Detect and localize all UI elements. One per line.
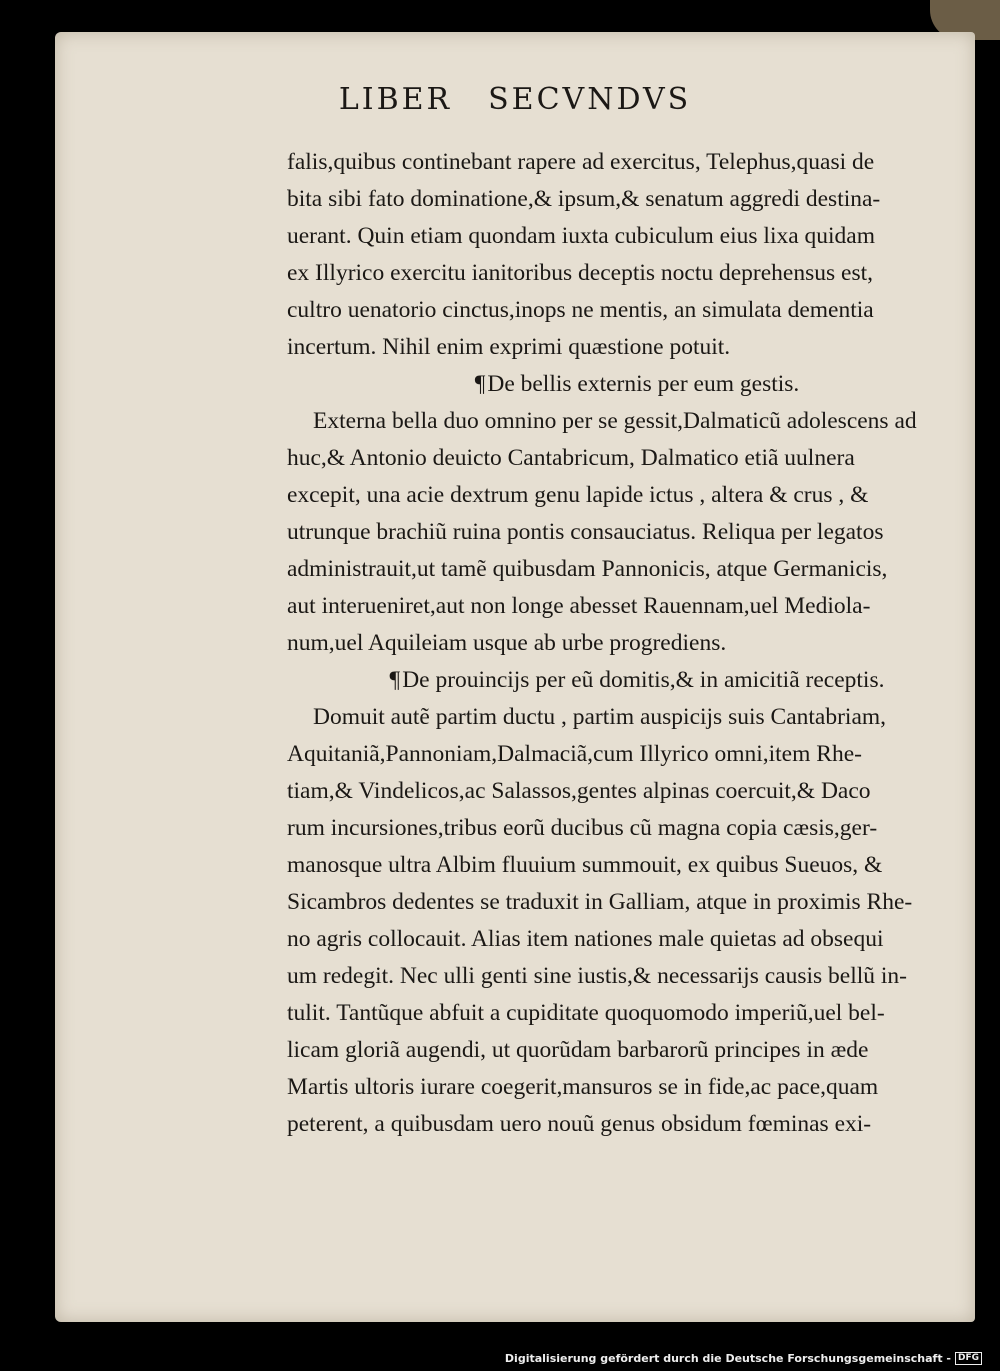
text-line: Aquitaniã,Pannoniam,Dalmaciã,cum Illyrico omni,item Rhe- [287, 741, 862, 767]
text-line: manosque ultra Albim fluuium summouit, ex quibus Sueuos, & [287, 852, 883, 878]
heading-text: De prouincijs per eũ domitis,& in amicitiã receptis. [402, 667, 885, 693]
text-line: falis,quibus continebant rapere ad exercitus, Telephus,quasi de [287, 149, 875, 175]
text-line: excepit, una acie dextrum genu lapide ictus , altera & crus , & [287, 482, 869, 508]
pilcrow-icon: ¶ [389, 667, 401, 693]
text-line: cultro uenatorio cinctus,inops ne mentis, an simulata dementia [287, 297, 874, 323]
text-line: Sicambros dedentes se traduxit in Galliam, atque in proximis Rhe- [287, 889, 913, 915]
pilcrow-icon: ¶ [474, 371, 486, 397]
text-line: no agris collocauit. Alias item nationes male quietas ad obsequi [287, 926, 884, 952]
text-line: rum incursiones,tribus eorũ ducibus cũ magna copia cæsis,ger- [287, 815, 878, 841]
text-line: administrauit,ut tamẽ quibusdam Pannonicis, atque Germanicis, [287, 556, 888, 582]
running-header [55, 82, 975, 117]
text-line: num,uel Aquileiam usque ab urbe progrediens. [287, 630, 727, 656]
text-line: um redegit. Nec ulli genti sine iustis,& necessarijs causis bellũ in- [287, 963, 908, 989]
text-line: ex Illyrico exercitu ianitoribus deceptis noctu deprehensus est, [287, 260, 874, 286]
text-line: huc,& Antonio deuicto Cantabricum, Dalmatico etiã uulnera [287, 445, 855, 471]
text-line: Martis ultoris iurare coegerit,mansuros se in fide,ac pace,quam [287, 1074, 879, 1100]
text-line: licam gloriã augendi, ut quorũdam barbarorũ principes in æde [287, 1037, 869, 1063]
section-heading [287, 366, 987, 403]
dfg-logo: DFG [955, 1352, 982, 1365]
digitization-credit [505, 1352, 982, 1365]
credit-text: Digitalisierung gefördert durch die Deutsche Forschungsgemeinschaft - [504, 1352, 951, 1365]
book-page [55, 32, 975, 1322]
body-text [287, 144, 987, 1143]
heading-text: De bellis externis per eum gestis. [487, 371, 800, 397]
header-word-secundus: SECVNDVS [488, 82, 692, 117]
text-line: utrunque brachiũ ruina pontis consauciatus. Reliqua per legatos [287, 519, 884, 545]
text-line: tiam,& Vindelicos,ac Salassos,gentes alpinas coercuit,& Daco [287, 778, 871, 804]
text-line: uerant. Quin etiam quondam iuxta cubiculum eius lixa quidam [287, 223, 876, 249]
text-line: incertum. Nihil enim exprimi quæstione potuit. [287, 334, 731, 360]
text-line: aut interueniret,aut non longe abesset Rauennam,uel Mediola- [287, 593, 871, 619]
text-line: tulit. Tantũque abfuit a cupiditate quoquomodo imperiũ,uel bel- [287, 1000, 885, 1026]
text-line: Domuit autẽ partim ductu , partim auspicijs suis Cantabriam, [313, 704, 887, 730]
text-line: bita sibi fato dominatione,& ipsum,& senatum aggredi destina- [287, 186, 881, 212]
text-line: peterent, a quibusdam uero nouũ genus obsidum fœminas exi- [287, 1111, 872, 1137]
section-heading [287, 662, 987, 699]
header-word-liber: LIBER [338, 82, 453, 117]
text-line: Externa bella duo omnino per se gessit,Dalmaticũ adolescens ad [313, 408, 917, 434]
